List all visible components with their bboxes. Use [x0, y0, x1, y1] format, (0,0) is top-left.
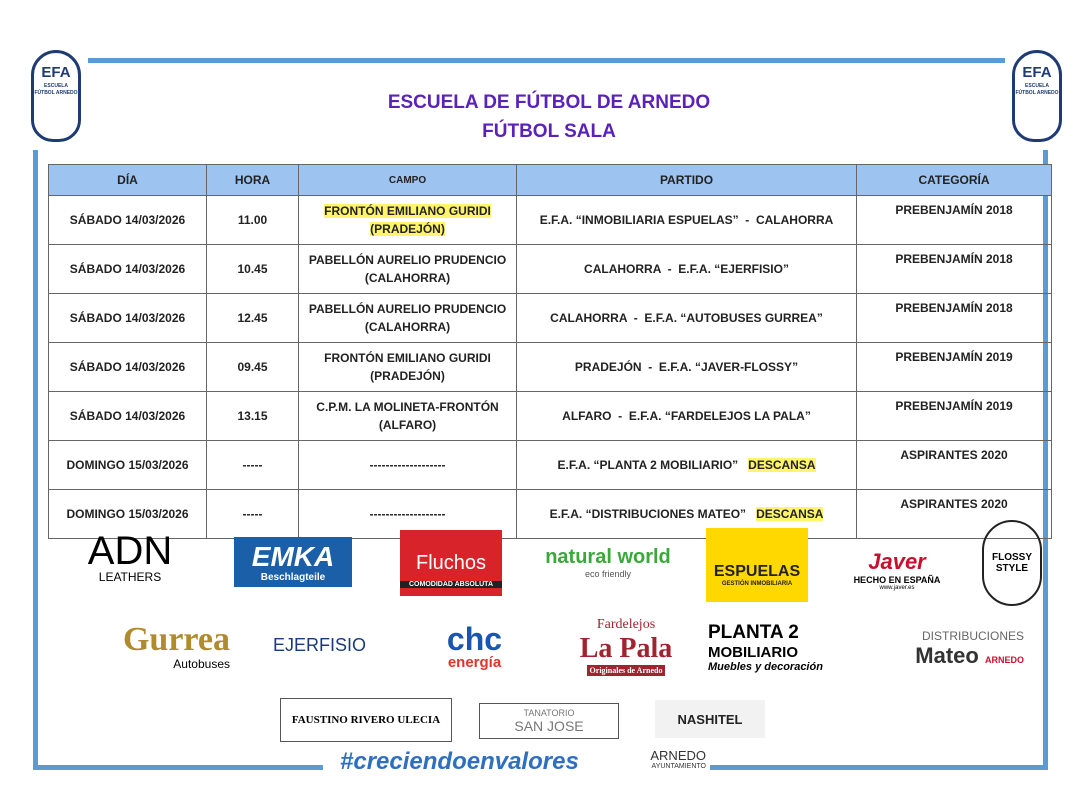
sponsor-javer-logo: [832, 545, 962, 595]
logo-sub: Originales de Arnedo: [587, 665, 666, 676]
sponsor-flossy-logo: FLOSSY STYLE: [982, 520, 1042, 606]
header-categoria: CATEGORÍA: [857, 165, 1052, 196]
logo-top: DISTRIBUCIONES: [921, 629, 1024, 643]
logo-text: Gurrea: [122, 621, 230, 658]
table-row: [49, 490, 1052, 539]
cell-dia: DOMINGO 15/03/2026: [49, 490, 207, 539]
logo-text: ESPUELAS: [713, 563, 801, 580]
campo-line1: FRONTÓN EMILIANO GURIDI: [324, 351, 491, 365]
cell-hora: 13.15: [207, 392, 299, 441]
table-row: [49, 343, 1052, 392]
frame-line-bottom-left: [33, 765, 323, 770]
partido-text: PRADEJÓN - E.F.A. “JAVER-FLOSSY”: [574, 360, 799, 374]
logo-sub: AYUNTAMIENTO: [651, 763, 706, 770]
cell-hora: 11.00: [207, 196, 299, 245]
cell-categoria: PREBENJAMÍN 2019: [857, 343, 1052, 392]
sponsor-espuelas-logo: [706, 528, 808, 602]
frame-line-bottom-right: [710, 765, 1048, 770]
partido-text: CALAHORRA - E.F.A. “AUTOBUSES GURREA”: [550, 311, 823, 325]
logo-sub: eco friendly: [584, 568, 632, 579]
logo-sub: Beschlagteile: [260, 571, 326, 583]
logo-sub: Autobuses: [173, 657, 230, 671]
cell-hora: 10.45: [207, 245, 299, 294]
campo-line1: -------------------: [369, 507, 446, 521]
sponsor-planta2-logo: [708, 620, 833, 675]
campo-line1: FRONTÓN EMILIANO GURIDI: [324, 204, 491, 218]
cell-categoria: PREBENJAMÍN 2018: [857, 196, 1052, 245]
logo-text: La Pala: [579, 632, 673, 664]
partido-text: E.F.A. “INMOBILIARIA ESPUELAS” - CALAHORRA: [539, 213, 834, 227]
descansa-badge: DESCANSA: [748, 458, 816, 472]
logo-top: Fardelejos: [596, 616, 656, 632]
logo-text: Fluchos: [415, 552, 487, 574]
page-title: ESCUELA DE FÚTBOL DE ARNEDO: [387, 92, 711, 113]
cell-dia: SÁBADO 14/03/2026: [49, 392, 207, 441]
cell-hora: 09.45: [207, 343, 299, 392]
sponsor-fluchos-logo: [400, 530, 502, 596]
logo-text: chc: [446, 620, 503, 657]
cell-dia: SÁBADO 14/03/2026: [49, 294, 207, 343]
cell-campo: [299, 343, 517, 392]
logo-text: ADN: [87, 528, 173, 573]
sponsor-tanatorio-logo: [479, 703, 619, 739]
table-row: [49, 392, 1052, 441]
sponsor-nashitel-logo: NASHITEL: [655, 700, 765, 738]
schedule-table: [48, 164, 1052, 539]
table-row: [49, 196, 1052, 245]
logo-text: natural world: [545, 545, 671, 568]
logo-sub: GESTIÓN INMOBILIARIA: [721, 581, 793, 587]
hashtag: #creciendoenvalores: [340, 748, 579, 775]
cell-hora: -----: [207, 490, 299, 539]
partido-text: ALFARO - E.F.A. “FARDELEJOS LA PALA”: [562, 409, 811, 423]
cell-partido: [517, 196, 857, 245]
logo-top: TANATORIO: [523, 708, 575, 718]
crest-text: EFA: [1022, 64, 1052, 81]
logo-text: Javer: [868, 549, 926, 574]
logo-text: SAN JOSE: [514, 718, 584, 734]
cell-partido: [517, 245, 857, 294]
header-campo: CAMPO: [299, 165, 517, 196]
logo-sub: MOBILIARIO: [708, 644, 798, 661]
arnedo-council-logo: [632, 745, 706, 773]
header-partido: PARTIDO: [517, 165, 857, 196]
cell-partido: [517, 392, 857, 441]
header-dia: DÍA: [49, 165, 207, 196]
table-row: [49, 441, 1052, 490]
campo-line2: (ALFARO): [378, 418, 437, 432]
cell-campo: [299, 196, 517, 245]
logo-text: Mateo: [915, 643, 979, 668]
partido-text: E.F.A. “PLANTA 2 MOBILIARIO”: [557, 458, 749, 472]
cell-hora: 12.45: [207, 294, 299, 343]
cell-hora: -----: [207, 441, 299, 490]
logo-sub: energía: [447, 653, 502, 671]
cell-dia: DOMINGO 15/03/2026: [49, 441, 207, 490]
crest-text: EFA: [41, 64, 71, 81]
sponsor-faustino-logo: FAUSTINO RIVERO ULECIA: [280, 698, 452, 742]
cell-campo: [299, 441, 517, 490]
campo-line2: (CALAHORRA): [364, 320, 451, 334]
descansa-badge: DESCANSA: [756, 507, 824, 521]
cell-partido: [517, 294, 857, 343]
logo-sub: COMODIDAD ABSOLUTA: [400, 581, 502, 588]
table-row: [49, 245, 1052, 294]
logo-text: EMKA: [251, 540, 335, 572]
logo-text: PLANTA 2: [708, 622, 799, 643]
cell-dia: SÁBADO 14/03/2026: [49, 245, 207, 294]
crest-sub: ESCUELA FÚTBOL ARNEDO: [34, 83, 78, 96]
logo-sub: LEATHERS: [98, 569, 162, 584]
sponsor-natural-world-logo: [528, 537, 688, 587]
campo-line2: (CALAHORRA): [364, 271, 451, 285]
frame-line-top: [88, 58, 1005, 63]
sponsor-mateo-logo: [872, 628, 1024, 670]
campo-line1: PABELLÓN AURELIO PRUDENCIO: [308, 302, 507, 316]
crest-sub: ESCUELA FÚTBOL ARNEDO: [1015, 83, 1059, 96]
partido-text: E.F.A. “DISTRIBUCIONES MATEO”: [549, 507, 757, 521]
partido-text: CALAHORRA - E.F.A. “EJERFISIO”: [584, 262, 789, 276]
cell-categoria: ASPIRANTES 2020: [857, 441, 1052, 490]
sponsor-la-pala-logo: [580, 606, 672, 686]
cell-campo: [299, 392, 517, 441]
logo-text: ARNEDO: [650, 748, 706, 763]
sponsor-gurrea-logo: [85, 622, 230, 672]
campo-line1: -------------------: [369, 458, 446, 472]
campo-line2: (PRADEJÓN): [370, 369, 445, 383]
cell-categoria: PREBENJAMÍN 2019: [857, 392, 1052, 441]
cell-categoria: PREBENJAMÍN 2018: [857, 294, 1052, 343]
cell-dia: SÁBADO 14/03/2026: [49, 196, 207, 245]
cell-categoria: ASPIRANTES 2020: [857, 490, 1052, 539]
logo-sub: ARNEDO: [984, 655, 1024, 665]
logo-sub: HECHO EN ESPAÑA: [853, 575, 941, 585]
sponsor-chc-logo: [412, 618, 537, 676]
campo-line1: PABELLÓN AURELIO PRUDENCIO: [308, 253, 507, 267]
cell-campo: [299, 245, 517, 294]
table-row: [49, 294, 1052, 343]
cell-categoria: PREBENJAMÍN 2018: [857, 245, 1052, 294]
cell-partido: [517, 441, 857, 490]
page-subtitle: FÚTBOL SALA: [482, 121, 616, 142]
cell-campo: [299, 294, 517, 343]
sponsor-adn-logo: [70, 530, 190, 585]
sponsor-ejerfisio-logo: EJERFISIO: [272, 634, 366, 655]
header-hora: HORA: [207, 165, 299, 196]
campo-line2: (PRADEJÓN): [370, 222, 445, 236]
cell-partido: [517, 343, 857, 392]
logo-url: www.javer.es: [879, 585, 915, 591]
logo-sub2: Muebles y decoración: [708, 661, 823, 673]
campo-line1: C.P.M. LA MOLINETA-FRONTÓN: [316, 400, 499, 414]
cell-dia: SÁBADO 14/03/2026: [49, 343, 207, 392]
sponsor-emka-logo: [234, 537, 352, 587]
frame-line-left: [33, 150, 38, 768]
